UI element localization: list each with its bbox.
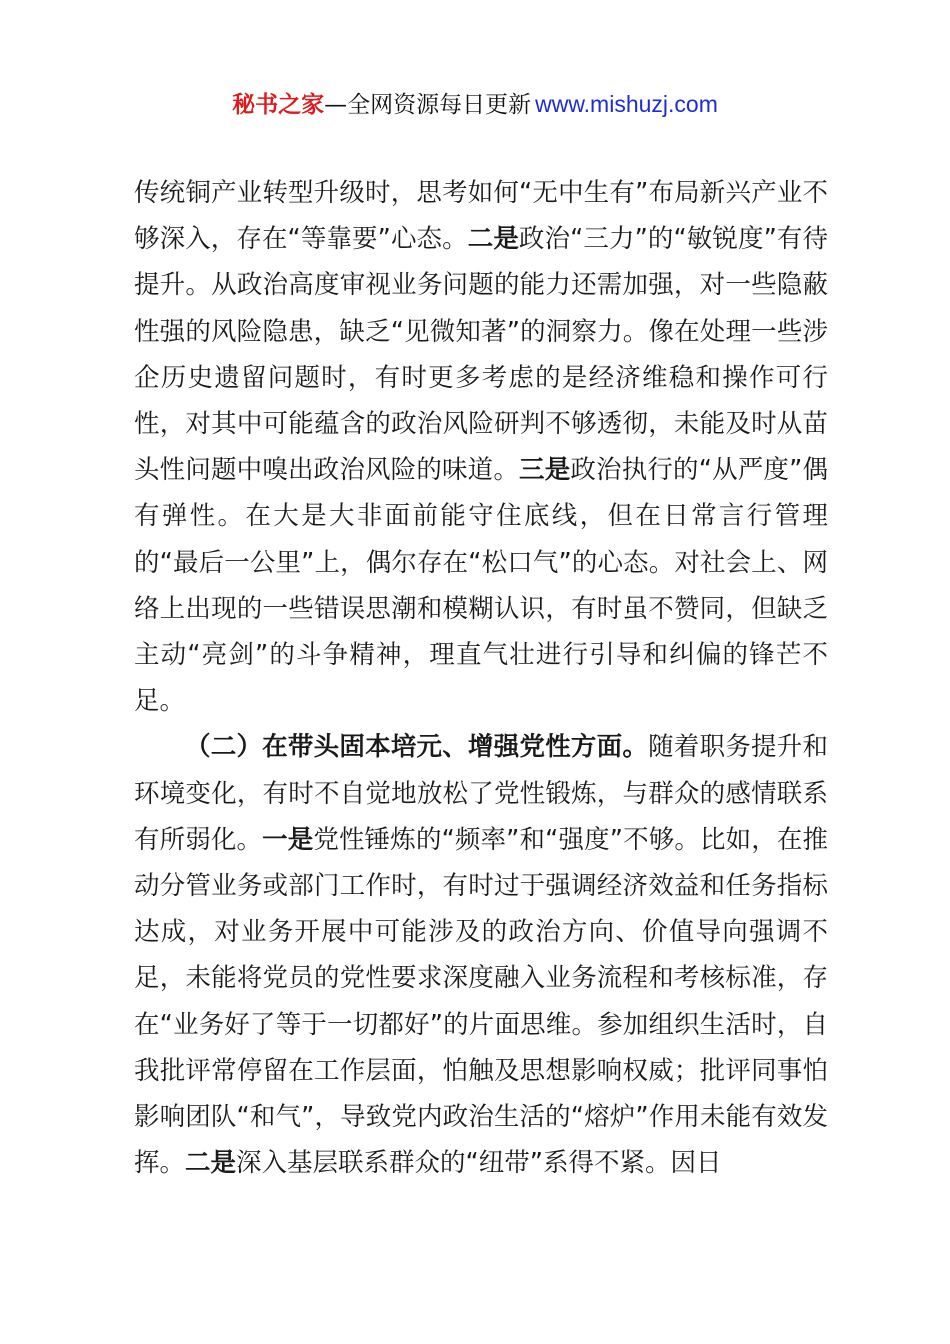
document-body: [134, 170, 828, 1186]
site-url-link[interactable]: www.mishuzj.com: [535, 91, 718, 117]
section-heading: （二）在带头固本培元、增强党性方面。: [185, 732, 649, 763]
point-marker-third: 三是: [519, 455, 571, 486]
paragraph-text: 党性锤炼的“频率”和“强度”不够。比如，在推动分管业务或部门工作时，有时过于强调经济效益和任务指标达成，对业务开展中可能涉及的政治方向、价值导向强调不足，未能将党员的党性要求深度融入业务流程和考核标准，存在“业务好了等于一切都好”的片面思维。参加组织生活时，自我批评常停留在工作层面，怕触及思想影响权威；批评同事怕影响团队“和气”，导致党内政治生活的“熔炉”作用未能有效发挥。: [134, 824, 828, 1179]
paragraph-text: 政治“三力”的“敏锐度”有待提升。从政治高度审视业务问题的能力还需加强，对一些隐蔽性强的风险隐患，缺乏“见微知著”的洞察力。像在处理一些涉企历史遗留问题时，有时更多考虑的是经济维稳和操作可行性，对其中可能蕴含的政治风险研判不够透彻，未能及时从苗头性问题中嗅出政治风险的味道。: [134, 224, 828, 486]
page-header: [0, 88, 950, 121]
paragraph-text: 深入基层联系群众的“纽带”系得不紧。因日: [236, 1148, 722, 1179]
site-tagline: —全网资源每日更新: [324, 92, 532, 118]
paragraph-text: 随着职务提升和环境变化，有时不自觉地放松了党性锻炼，与群众的感情联系有所弱化。: [134, 732, 828, 855]
paragraph-party-spirit: [134, 724, 828, 1186]
point-marker-first: 一是: [262, 824, 314, 855]
site-brand: 秘书之家: [232, 92, 325, 118]
paragraph-political-capacity: [134, 170, 828, 724]
paragraph-text: 政治执行的“从严度”偶有弹性。在大是大非面前能守住底线，但在日常言行管理的“最后一公里”上，偶尔存在“松口气”的心态。对社会上、网络上出现的一些错误思潮和模糊认识，有时虽不赞同，但缺乏主动“亮剑”的斗争精神，理直气壮进行引导和纠偏的锋芒不足。: [134, 455, 828, 717]
point-marker-second: 二是: [185, 1148, 237, 1179]
point-marker-second: 二是: [467, 224, 519, 255]
paragraph-text: 传统铜产业转型升级时，思考如何“无中生有”布局新兴产业不够深入，存在“等靠要”心态。: [134, 178, 828, 255]
